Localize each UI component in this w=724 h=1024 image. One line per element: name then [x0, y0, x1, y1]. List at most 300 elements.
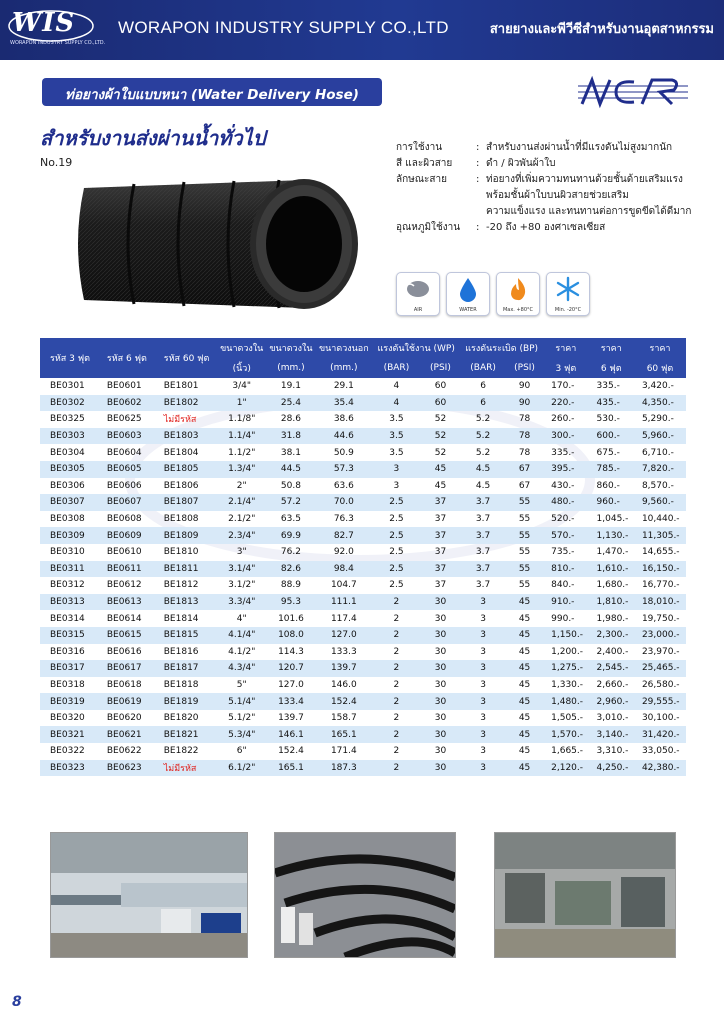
table-cell: 860.- [596, 480, 620, 491]
table-cell: 2 [372, 693, 421, 710]
table-cell: 67 [506, 461, 543, 478]
table-cell: 16,150.- [634, 561, 686, 578]
table-cell: 30 [421, 693, 461, 710]
table-row [40, 760, 686, 777]
table-cell: 6 [480, 381, 486, 392]
table-cell: 3,010.- [596, 713, 629, 724]
table-cell: 30 [421, 627, 461, 644]
table-cell: 2.3/4" [217, 527, 266, 544]
table-cell: 29.1 [333, 381, 354, 392]
table-cell: 1,200.- [551, 646, 584, 657]
table-cell: 108.0 [266, 627, 315, 644]
table-cell: 3 [460, 760, 506, 777]
table-cell: BE0306 [50, 480, 85, 491]
table-cell: 3 [460, 627, 506, 644]
table-cell: 55 [506, 494, 543, 511]
table-cell: 146.1 [266, 726, 315, 743]
table-cell: 4,350.- [634, 395, 686, 412]
table-cell: 3 [460, 660, 506, 677]
col-header-id-inch: ขนาดวงใน [217, 338, 266, 358]
table-cell: 1,680.- [596, 580, 629, 591]
table-cell: 810.- [543, 561, 588, 578]
table-cell: 82.6 [266, 561, 315, 578]
table-cell: BE1809 [154, 527, 217, 544]
table-cell: 2.5 [372, 561, 421, 578]
table-cell: 3.3/4" [217, 594, 266, 611]
table-cell: BE0323 [40, 760, 97, 777]
col-header-wp: แรงดันใช้งาน (WP) [372, 338, 460, 358]
table-cell: 70.0 [316, 494, 373, 511]
table-cell: 4,250.- [589, 760, 634, 777]
spec-label: ลักษณะสาย [396, 174, 448, 185]
product-title-bar [42, 78, 382, 106]
table-cell: 57.2 [266, 494, 315, 511]
table-cell: BE0312 [50, 580, 85, 591]
table-cell: 3.7 [460, 561, 506, 578]
table-cell: BE0318 [50, 679, 85, 690]
table-cell: 3 [372, 461, 421, 478]
table-cell: 120.7 [266, 660, 315, 677]
table-cell: 8,570.- [641, 480, 674, 491]
table-cell: BE0616 [106, 646, 142, 657]
table-cell: 57.3 [316, 461, 373, 478]
table-cell: BE1808 [163, 514, 199, 525]
table-cell: BE0602 [97, 395, 154, 412]
factory-photo-extrusion [50, 832, 248, 958]
table-cell: BE0622 [106, 746, 142, 757]
table-row [40, 544, 686, 561]
table-cell: BE0618 [106, 679, 142, 690]
table-cell: 69.9 [266, 527, 315, 544]
table-cell: BE0304 [50, 447, 85, 458]
table-cell: BE0305 [40, 461, 97, 478]
table-cell: BE0611 [97, 561, 154, 578]
table-cell: 45 [506, 760, 543, 777]
spec-value-cont: พร้อมชั้นผ้าใบบนผิวสายช่วยเสริม [486, 190, 629, 201]
table-cell: 38.1 [280, 447, 301, 458]
table-row [40, 743, 686, 760]
table-cell: BE1812 [163, 580, 199, 591]
table-cell: 37 [434, 547, 447, 558]
factory-photo-hose-coils [274, 832, 456, 958]
table-row [40, 677, 686, 694]
table-cell: 735.- [551, 547, 575, 558]
table-cell: 960.- [589, 494, 634, 511]
product-title: ท่อยางผ้าใบแบบหนา (Water Delivery Hose) [65, 87, 359, 103]
min-temp-tile [546, 272, 590, 316]
table-cell: 220.- [543, 395, 588, 412]
table-cell: 675.- [596, 447, 620, 458]
table-cell: 31.8 [266, 428, 315, 445]
table-cell: 9,560.- [634, 494, 686, 511]
max-temp-icon [504, 276, 532, 302]
table-cell: BE0608 [106, 514, 142, 525]
table-cell: 1,130.- [589, 527, 634, 544]
table-cell: BE0313 [40, 594, 97, 611]
table-cell: BE0607 [97, 494, 154, 511]
table-cell: BE1820 [163, 713, 199, 724]
table-cell: 4.5 [460, 461, 506, 478]
table-cell: 117.4 [330, 613, 357, 624]
table-row [40, 494, 686, 511]
table-cell: BE0322 [50, 746, 85, 757]
table-cell: 3" [236, 547, 247, 558]
table-cell: 3 [480, 613, 486, 624]
table-cell: 76.2 [280, 547, 301, 558]
table-cell: 3,140.- [589, 726, 634, 743]
table-row [40, 511, 686, 528]
table-cell: 45 [506, 726, 543, 743]
table-cell: 50.9 [333, 447, 354, 458]
table-cell: 1,330.- [551, 679, 584, 690]
table-cell: 52 [434, 447, 447, 458]
table-cell: 3 [460, 594, 506, 611]
table-cell: BE0307 [40, 494, 97, 511]
col-header-code-6ft: รหัส 6 ฟุต [97, 338, 154, 378]
table-cell: 3 [480, 713, 486, 724]
table-cell: 2,660.- [596, 679, 629, 690]
table-cell: 2.5 [372, 494, 421, 511]
table-cell: BE0612 [106, 580, 142, 591]
table-cell: 3.5 [372, 428, 421, 445]
table-cell: 45 [518, 613, 531, 624]
table-cell: 165.1 [266, 760, 315, 777]
table-row [40, 444, 686, 461]
table-cell: 530.- [596, 414, 620, 425]
table-cell: 1,275.- [543, 660, 588, 677]
col-header-price-60ft: ราคา [634, 338, 686, 358]
table-cell: 4.1/2" [228, 646, 256, 657]
table-row [40, 726, 686, 743]
table-cell: BE0325 [50, 414, 85, 425]
logo-subtext: WORAPON INDUSTRY SUPPLY CO.,LTD. [10, 40, 106, 46]
table-cell: 29,555.- [634, 693, 686, 710]
table-cell: 5.2 [475, 414, 491, 425]
col-header-price-3ft: ราคา [543, 338, 588, 358]
table-cell: BE0311 [40, 561, 97, 578]
factory-photo-1 [51, 833, 247, 957]
table-cell: 3.7 [475, 514, 491, 525]
table-cell: 139.7 [278, 713, 304, 724]
table-cell: 3,420.- [641, 381, 674, 392]
table-cell: 3,310.- [596, 746, 629, 757]
table-cell: 55 [506, 527, 543, 544]
table-cell: BE0314 [50, 613, 85, 624]
table-cell: 3 [480, 679, 486, 690]
table-cell: 82.7 [316, 527, 373, 544]
col-header-bp: แรงดันระเบิด (BP) [460, 338, 543, 358]
table-cell: 3.7 [475, 547, 491, 558]
table-cell: 55 [506, 561, 543, 578]
table-cell: BE0321 [40, 726, 97, 743]
table-cell: 520.- [551, 514, 575, 525]
table-cell: 3/4" [232, 381, 252, 392]
ncr-logo-icon [576, 74, 696, 110]
table-cell: 7,820.- [634, 461, 686, 478]
table-cell: 25,465.- [634, 660, 686, 677]
table-cell: ไม่มีรหัส [154, 760, 217, 777]
spec-item-usage: การใช้งาน : สำหรับงานส่งผ่านน้ำที่มีแรงดันไม่สูงมากนัก [396, 140, 716, 156]
table-cell: 146.0 [330, 679, 357, 690]
table-cell: 33,050.- [641, 746, 680, 757]
table-cell: 910.- [543, 594, 588, 611]
table-cell: BE0308 [50, 514, 85, 525]
table-row [40, 577, 686, 594]
table-cell: BE0309 [40, 527, 97, 544]
col-unit-bar: (BAR) [460, 358, 506, 378]
table-cell: 3.7 [460, 494, 506, 511]
table-cell: 5,960.- [634, 428, 686, 445]
spec-value-cont: ความแข็งแรง และทนทานต่อการขูดขีดได้ดีมาก [486, 206, 692, 217]
table-cell: BE0302 [40, 395, 97, 412]
table-cell: BE0621 [97, 726, 154, 743]
table-cell: 5.1/4" [217, 693, 266, 710]
table-cell: 2 [372, 726, 421, 743]
table-cell: 4.5 [475, 480, 491, 491]
table-cell: 1.3/4" [217, 461, 266, 478]
table-cell: 3.1/2" [228, 580, 256, 591]
table-cell: BE0609 [97, 527, 154, 544]
table-cell: 2" [236, 480, 247, 491]
table-cell: 1,470.- [596, 547, 629, 558]
table-cell: 435.- [589, 395, 634, 412]
table-cell: 1,480.- [543, 693, 588, 710]
table-cell: BE1821 [154, 726, 217, 743]
table-cell: 111.1 [316, 594, 373, 611]
table-cell: 52 [434, 414, 447, 425]
table-cell: 18,010.- [634, 594, 686, 611]
table-cell: 1,570.- [543, 726, 588, 743]
table-cell: 600.- [589, 428, 634, 445]
table-cell: 5,290.- [641, 414, 674, 425]
table-cell: 5.2 [475, 447, 491, 458]
table-cell: BE0601 [106, 381, 142, 392]
table-cell: 19,750.- [641, 613, 680, 624]
min-temp-icon [554, 276, 582, 302]
table-cell: 4" [236, 613, 247, 624]
table-cell: 158.7 [330, 713, 357, 724]
spec-value: -20 ถึง +80 องศาเซลเซียส [486, 222, 606, 233]
table-cell: BE0606 [106, 480, 142, 491]
table-cell: 37 [421, 527, 461, 544]
table-cell: 139.7 [316, 660, 373, 677]
table-cell: 127.0 [316, 627, 373, 644]
table-cell: 2 [372, 660, 421, 677]
table-row [40, 461, 686, 478]
table-cell: 3 [480, 646, 486, 657]
table-cell: BE0623 [97, 760, 154, 777]
table-cell: 2 [393, 746, 400, 757]
col-header-code-3ft: รหัส 3 ฟุต [40, 338, 97, 378]
table-cell: BE1801 [163, 381, 199, 392]
table-cell: 45 [506, 627, 543, 644]
table-cell: 30 [421, 726, 461, 743]
table-cell: 30 [434, 679, 447, 690]
table-cell: 88.9 [280, 580, 301, 591]
table-cell: 1.1/2" [228, 447, 256, 458]
table-cell: BE1805 [154, 461, 217, 478]
table-cell: 23,000.- [634, 627, 686, 644]
table-cell: 1,610.- [589, 561, 634, 578]
table-cell: 26,580.- [641, 679, 680, 690]
spec-label: สี และผิวสาย [396, 158, 453, 169]
table-cell: 30,100.- [641, 713, 680, 724]
table-cell: 4.3/4" [217, 660, 266, 677]
table-row [40, 660, 686, 677]
table-cell: 6 [460, 395, 506, 412]
table-cell: 2,300.- [589, 627, 634, 644]
table-body [40, 378, 686, 776]
table-cell: 25.4 [266, 395, 315, 412]
table-row [40, 561, 686, 578]
table-cell: BE0315 [40, 627, 97, 644]
table-cell: 480.- [543, 494, 588, 511]
table-cell: 5.3/4" [217, 726, 266, 743]
col-unit-bar: (BAR) [372, 358, 421, 378]
table-cell: 3.1/4" [217, 561, 266, 578]
spec-list [396, 140, 716, 236]
table-cell: 3 [393, 480, 400, 491]
product-subtitle: สำหรับงานส่งผ่านน้ำทั่วไป [40, 126, 266, 150]
table-cell: 6" [236, 746, 247, 757]
table-cell: 78 [518, 414, 531, 425]
table-cell: 30 [434, 613, 447, 624]
table-cell: 98.4 [316, 561, 373, 578]
table-cell: 37 [421, 561, 461, 578]
col-unit-mm: (mm.) [316, 358, 373, 378]
table-cell: 2,120.- [543, 760, 588, 777]
table-cell: BE0605 [97, 461, 154, 478]
table-cell: 2.5 [389, 580, 404, 591]
spec-value: สำหรับงานส่งผ่านน้ำที่มีแรงดันไม่สูงมากนัก [486, 142, 673, 153]
table-cell: BE0619 [97, 693, 154, 710]
table-cell: 2.5 [389, 547, 404, 558]
table-cell: 127.0 [278, 679, 304, 690]
table-cell: 1.1/4" [217, 428, 266, 445]
table-cell: 1" [217, 395, 266, 412]
table-row [40, 710, 686, 727]
table-cell: 67 [518, 480, 531, 491]
table-cell: 6,710.- [641, 447, 674, 458]
table-cell: BE1819 [154, 693, 217, 710]
table-cell: 1,810.- [589, 594, 634, 611]
spec-item-color: สี และผิวสาย : ดำ / ผิวพันผ้าใบ [396, 156, 716, 172]
table-cell: BE1810 [163, 547, 199, 558]
table-row [40, 378, 686, 395]
table-cell: 171.4 [330, 746, 357, 757]
page-number: 8 [12, 994, 22, 1010]
spec-value: ท่อยางที่เพิ่มความทนทานด้วยชั้นด้ายเสริมแรง [486, 174, 683, 185]
table-cell: 30 [434, 746, 447, 757]
table-cell: 11,305.- [634, 527, 686, 544]
table-cell: 260.- [551, 414, 575, 425]
factory-photo-workshop [494, 832, 676, 958]
table-cell: 4 [372, 395, 421, 412]
table-cell: 335.- [551, 447, 575, 458]
table-cell: 37 [421, 494, 461, 511]
table-cell: 2 [393, 646, 400, 657]
table-cell: 2.1/2" [228, 514, 256, 525]
table-cell: 1,980.- [596, 613, 629, 624]
spec-item-features: ลักษณะสาย : ท่อยางที่เพิ่มความทนทานด้วยชั้นด้ายเสริมแรง พร้อมชั้นผ้าใบบนผิวสายช่วยเสริม ความแข็งแรง และทนทานต่อการขูดขีดได้ดีมาก [396, 172, 716, 220]
table-cell: 104.7 [330, 580, 357, 591]
table-cell: 3.7 [475, 580, 491, 591]
table-cell: 35.4 [316, 395, 373, 412]
table-cell: 2,400.- [596, 646, 629, 657]
col-header-od-mm: ขนาดวงนอก [316, 338, 373, 358]
table-cell: 52 [421, 428, 461, 445]
table-cell: 840.- [551, 580, 575, 591]
table-cell: BE0625 [106, 414, 142, 425]
table-cell: BE0317 [40, 660, 97, 677]
table-row [40, 693, 686, 710]
table-cell: 30 [434, 713, 447, 724]
table-cell: 37 [434, 580, 447, 591]
table-cell: 28.6 [280, 414, 301, 425]
table-cell: 785.- [589, 461, 634, 478]
table-cell: 45 [518, 679, 531, 690]
table-cell: 187.3 [316, 760, 373, 777]
table-row [40, 644, 686, 661]
table-cell: 3.5 [389, 447, 404, 458]
col-unit-psi: (PSI) [506, 358, 543, 378]
table-cell: 44.6 [316, 428, 373, 445]
company-logo [8, 6, 106, 54]
factory-photo-3 [495, 833, 675, 957]
table-cell: 92.0 [333, 547, 354, 558]
table-cell: BE0620 [106, 713, 142, 724]
table-header-row-top [40, 338, 686, 358]
table-cell: 1,150.- [543, 627, 588, 644]
table-cell: BE0615 [97, 627, 154, 644]
page-header [0, 0, 724, 60]
table-cell: BE1803 [154, 428, 217, 445]
table-cell: 90 [518, 381, 531, 392]
table-cell: BE0319 [40, 693, 97, 710]
table-cell: BE0610 [106, 547, 142, 558]
table-cell: 30 [421, 594, 461, 611]
table-cell: 55 [518, 547, 531, 558]
table-cell: 2 [372, 627, 421, 644]
table-cell: 37 [434, 514, 447, 525]
table-cell: BE0303 [40, 428, 97, 445]
factory-photo-2 [275, 833, 455, 957]
table-cell: 76.3 [333, 514, 354, 525]
table-cell: 3 [480, 746, 486, 757]
spec-item-temperature: อุณหภูมิใช้งาน : -20 ถึง +80 องศาเซลเซียส [396, 220, 716, 236]
model-number: No.19 [40, 156, 73, 169]
water-tile [446, 272, 490, 316]
icon-caption: AIR [413, 307, 423, 313]
table-cell: 23,970.- [641, 646, 680, 657]
table-cell: 45 [518, 713, 531, 724]
table-cell: 570.- [543, 527, 588, 544]
table-cell: 45 [421, 461, 461, 478]
table-cell: 42,380.- [634, 760, 686, 777]
table-cell: 152.4 [316, 693, 373, 710]
table-cell: BE1815 [154, 627, 217, 644]
col-unit-6ft: 6 ฟุต [589, 358, 634, 378]
table-cell: BE1818 [163, 679, 199, 690]
air-tile [396, 272, 440, 316]
table-cell: BE0614 [106, 613, 142, 624]
table-cell: 6.1/2" [217, 760, 266, 777]
table-cell: 16,770.- [641, 580, 680, 591]
table-cell: BE1817 [154, 660, 217, 677]
table-cell: 2 [393, 679, 400, 690]
table-row [40, 411, 686, 428]
table-cell: 45 [506, 594, 543, 611]
